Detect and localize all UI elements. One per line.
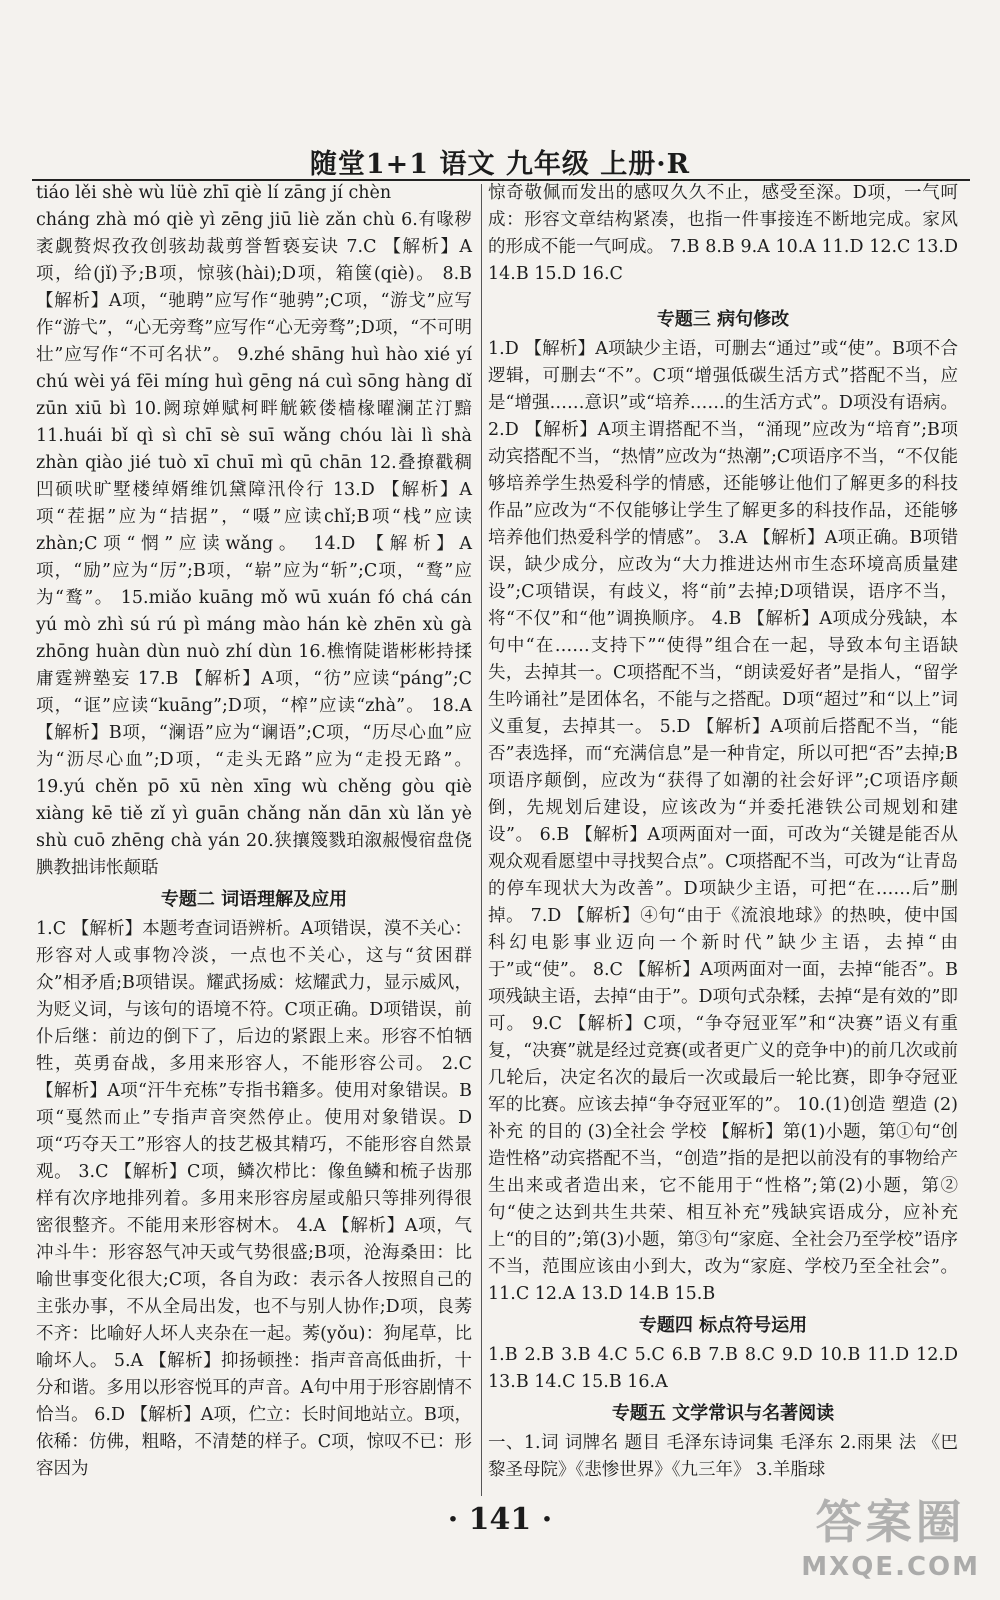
answer-text-line: tiáo lěi shè wù lüè zhī qiè lí zāng jí chèn — [36, 183, 392, 203]
watermark-logo-text: 答案圈 — [815, 1495, 966, 1549]
answer-text: cháng zhà mó qiè yì zēng jiū liè zǎn chù 6.有喙秽袤觑赘烬孜孜创骇劫裁剪誉暂亵妄诀 7.C 【解析】A项，给(jǐ)予;B项，惊骇(hài);D项，箱箧(qiè)。 8.B 【解析】A项，“驰聘”应写作“驰骋”;C项，“游戈”应写作“游弋”，“心无旁骛”应写作“心无旁骛”;D项，“不可明壮”应写作“不可名状”。 9.zhé shāng huì hào xié yí chú wèi yá fēi míng huì gēng ná cuì sōng hàng dǐ zūn xiū bì 10.阙琼婵赋柯畔觥簌偻樯椽曜澜芷汀黯 11.huái bǐ qì sì chī sè suī wǎng chóu lài lì shà zhàn qiào jié tuò xī chuī mì qū chān 12.叠撩戳稠凹硕吠旷墅楼绰婿维饥黛障汛伶行 13.D 【解析】A项“茬据”应为“拮据”，“嗫”应读chǐ;B项“栈”应读zhàn;C项“惘”应读wǎng。 14.D 【解析】A项，“励”应为“厉”;B项，“崭”应为“斩”;C项，“鹜”应为“鹜”。 15.miǎo kuāng mǒ wū xuán fó chá cán yú mò zhì sú rú pì máng mào hán kè zhēn xù gà zhōng huàn dùn nuò zhí dùn 16.樵惰陡谐彬彬持揉庸霆辨塾妄 17.B 【解析】A项，“彷”应读“páng”;C项，“诓”应读“kuāng”;D项，“榨”应读“zhà”。 18.A 【解析】B项，“澜语”应为“谰语”;C项，“历尽心血”应为“沥尽心血”;D项，“走头无路”应为“走投无路”。 19.yú chěn pō xū nèn xīng wù chěng gòu qiè xiàng kē tiě zǐ yì guān chǎng nǎn dān xù lǎn yè shù cuō zhēng chà yán 20.狭攘篾戮珀溆赧慢宿盘侥腆教拙讳怅颠聒 — [36, 210, 472, 878]
section-4-title: 专题四 标点符号运用 — [638, 1315, 808, 1336]
watermark — [801, 1486, 980, 1582]
column-divider — [481, 184, 482, 1496]
section-5-text: 一、1.词 词牌名 题目 毛泽东诗词集 毛泽东 2.雨果 法 《巴黎圣母院》《悲惨世界》《九三年》 3.羊脂球 — [488, 1433, 958, 1480]
page-header: 随堂1+1 语文 九年级 上册·R — [309, 149, 691, 180]
left-column — [36, 180, 472, 1483]
section-3-title: 专题三 病句修改 — [656, 309, 790, 330]
section-4-text: 1.B 2.B 3.B 4.C 5.C 6.B 7.B 8.C 9.D 10.B 11.D 12.D 13.B 14.C 15.B 16.A — [488, 1345, 958, 1392]
page-number: · 141 · — [447, 1502, 553, 1537]
right-column — [488, 180, 958, 1484]
section-2-text: 1.C 【解析】本题考查词语辨析。A项错误，漠不关心：形容对人或事物冷淡，一点也不关心，这与“贫困群众”相矛盾;B项错误。耀武扬威：炫耀武力，显示威风，为贬义词，与该句的语境不符。C项正确。D项错误，前仆后继：前边的倒下了，后边的紧跟上来。形容不怕牺牲，英勇奋战，多用来形容人，不能形容公司。 2.C 【解析】A项“汗牛充栋”专指书籍多。使用对象错误。B项“戛然而止”专指声音突然停止。使用对象错误。D项“巧夺天工”形容人的技艺极其精巧，不能形容自然景观。 3.C 【解析】C项，鳞次栉比：像鱼鳞和梳子齿那样有次序地排列着。多用来形容房屋或船只等排列得很密很整齐。不能用来形容树木。 4.A 【解析】A项，气冲斗牛：形容怒气冲天或气势很盛;B项，沧海桑田：比喻世事变化很大;C项，各自为政：表示各人按照自己的主张办事，不从全局出发，也不与别人协作;D项，良莠不齐：比喻好人坏人夹杂在一起。莠(yǒu)：狗尾草，比喻坏人。 5.A 【解析】抑扬顿挫：指声音高低曲折，十分和谐。多用以形容悦耳的声音。A句中用于形容剧情不恰当。 6.D 【解析】A项，伫立：长时间地站立。B项，依稀：仿佛，粗略，不清楚的样子。C项，惊叹不已：形容因为 — [36, 919, 472, 1479]
continuation-text: 惊奇敬佩而发出的感叹久久不止，感受至深。D项，一气呵成：形容文章结构紧凑，也指一件事接连不断地完成。家风的形成不能一气呵成。 7.B 8.B 9.A 10.A 11.D 12.C 13.D 14.B 15.D 16.C — [488, 183, 958, 284]
watermark-url: MXQE.COM — [801, 1552, 980, 1582]
section-3-text: 1.D 【解析】A项缺少主语，可删去“通过”或“使”。B项不合逻辑，可删去“不”。C项“增强低碳生活方式”搭配不当，应是“增强……意识”或“培养……的生活方式”。D项没有语病。 2.D 【解析】A项主谓搭配不当，“涌现”应改为“培育”;B项动宾搭配不当，“热情”应改为“热潮”;C项语序不当，“不仅能够培养学生热爱科学的情感，还能够让他们了解更多的科技作品”应改为“不仅能够让学生了解更多的科技作品，还能够培养他们热爱科学的情感”。 3.A 【解析】A项正确。B项错误，缺少成分，应改为“大力推进达州市生态环境高质量建设”;C项错误，有歧义，将“前”去掉;D项错误，语序不当，将“不仅”和“他”调换顺序。 4.B 【解析】A项成分残缺，本句中“在……支持下”“使得”组合在一起，导致本句主语缺失，去掉其一。C项搭配不当，“朗读爱好者”是指人，“留学生吟诵社”是团体名，不能与之搭配。D项“超过”和“以上”词义重复，去掉其一。 5.D 【解析】A项前后搭配不当，“能否”表选择，而“充满信息”是一种肯定，所以可把“否”去掉;B项语序颠倒，应改为“获得了如潮的社会好评”;C项语序颠倒，先规划后建设，应该改为“并委托港铁公司规划和建设”。 6.B 【解析】A项两面对一面，可改为“关键是能否从观众观看愿望中寻找契合点”。C项搭配不当，可改为“让青岛的停车现状大为改善”。D项缺少主语，可把“在……后”删掉。 7.D 【解析】④句“由于《流浪地球》的热映，使中国科幻电影事业迈向一个新时代”缺少主语，去掉“由于”或“使”。 8.C 【解析】A项两面对一面，去掉“能否”。B项残缺主语，去掉“由于”。D项句式杂糅，去掉“是有效的”即可。 9.C 【解析】C项，“争夺冠亚军”和“决赛”语义有重复，“决赛”就是经过竞赛(或者更广义的竞争中)的前几次或前几轮后，决定名次的最后一次或最后一轮比赛，即争夺冠亚军的比赛。应该去掉“争夺冠亚军的”。 10.(1)创造 塑造 (2)补充 的目的 (3)全社会 学校 【解析】第(1)小题，第①句“创造性格”动宾搭配不当，“创造”指的是把以前没有的事物给产生出来或者造出来，它不能用于“性格”;第(2)小题，第②句“使之达到共生共荣、相互补充”残缺宾语成分，应补充上“的目的”;第(3)小题，第③句“家庭、全社会乃至学校”语序不当，范围应该由小到大，改为“家庭、学校乃至全社会”。 11.C 12.A 13.D 14.B 15.B — [488, 339, 958, 1304]
section-5-title: 专题五 文学常识与名著阅读 — [611, 1403, 835, 1424]
section-2-title: 专题二 词语理解及应用 — [160, 889, 348, 910]
